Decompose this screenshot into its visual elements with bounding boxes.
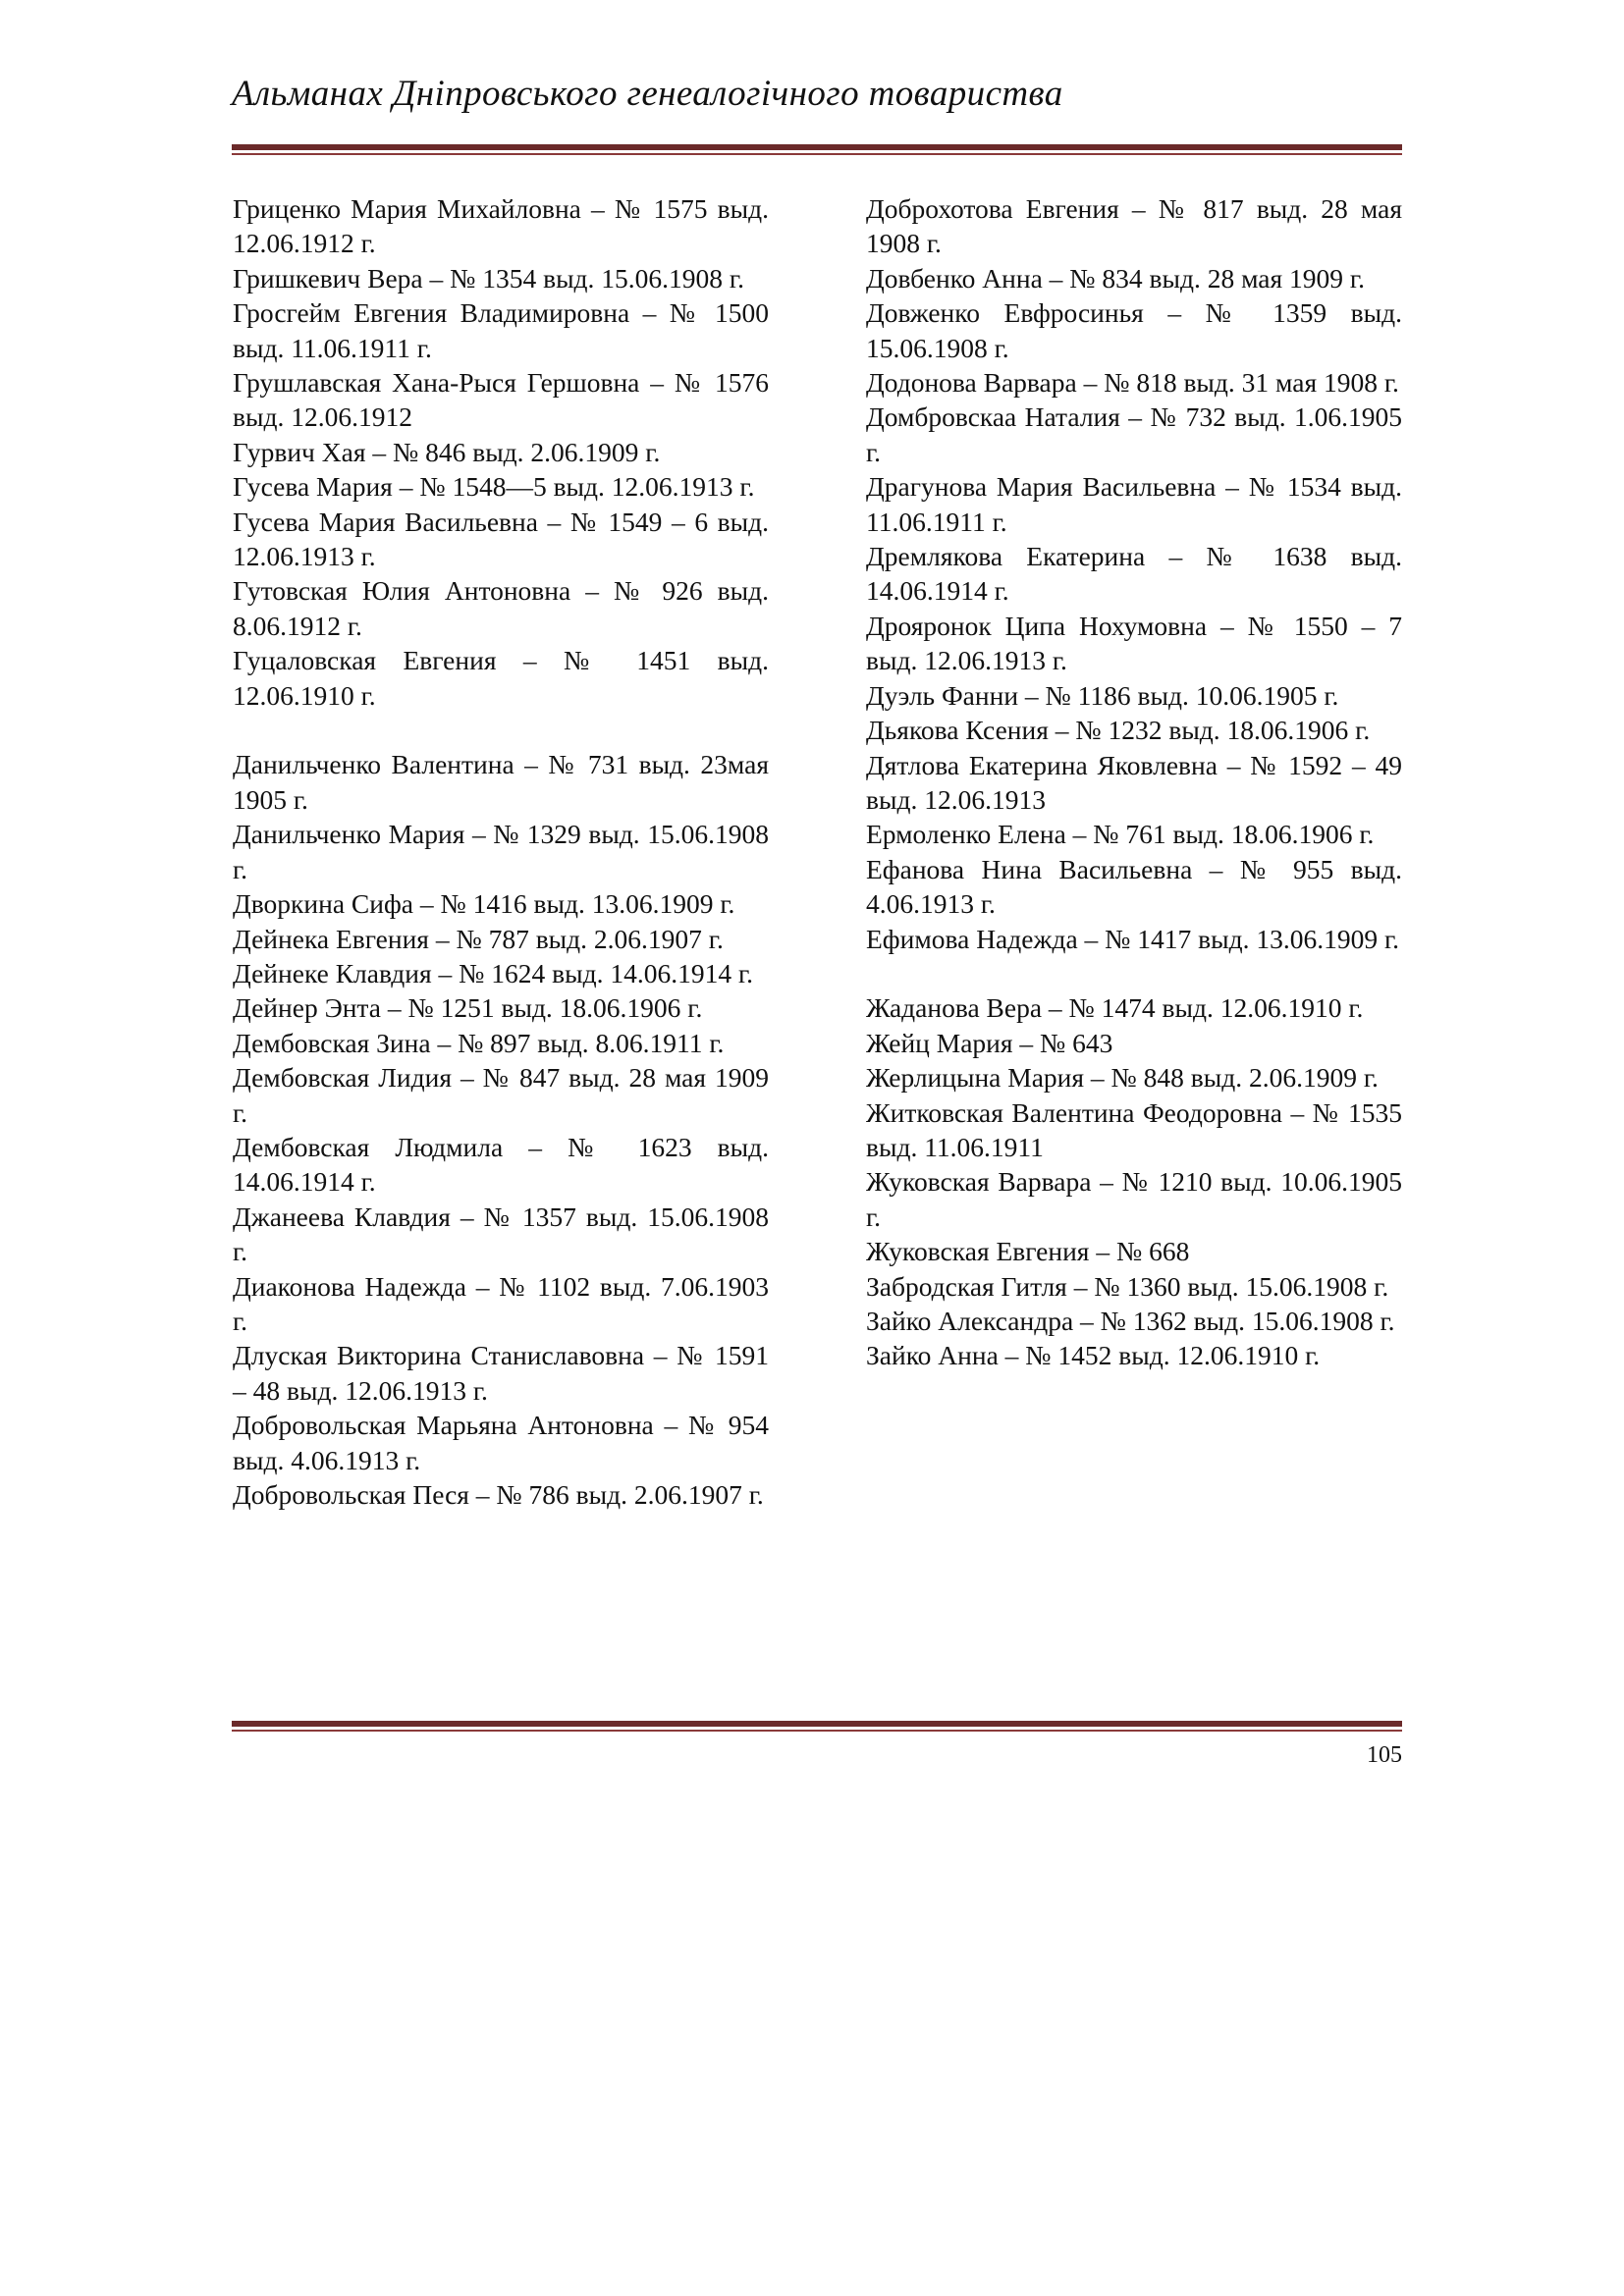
register-entry: Додонова Варвара – № 818 выд. 31 мая 1908 г. xyxy=(866,367,1399,399)
register-entry: Длуская Викторина Станиславовна – № 1591 – 48 выд. 12.06.1913 г. xyxy=(233,1340,769,1406)
register-entry: Гуцаловская Евгения – № 1451 выд. 12.06.1910 г. xyxy=(233,645,769,711)
register-entry: Дембовская Лидия – № 847 выд. 28 мая 1909 г. xyxy=(233,1062,769,1128)
register-entry: Дремлякова Екатерина – № 1638 выд. 14.06.1914 г. xyxy=(866,541,1402,607)
register-entry: Дейнека Евгения – № 787 выд. 2.06.1907 г. xyxy=(233,923,724,954)
register-entry: Довженко Евфросинья – № 1359 выд. 15.06.1908 г. xyxy=(866,297,1402,363)
page-number: 105 xyxy=(1367,1742,1402,1768)
right-column xyxy=(866,191,1402,1373)
register-entry: Данильченко Валентина – № 731 выд. 23мая 1905 г. xyxy=(233,749,769,815)
register-entry: Диаконова Надежда – № 1102 выд. 7.06.1903 г. xyxy=(233,1270,769,1336)
register-entry: Добровольская Песя – № 786 выд. 2.06.1907 г. xyxy=(233,1479,764,1511)
register-entry: Жерлицына Мария – № 848 выд. 2.06.1909 г. xyxy=(866,1062,1379,1094)
register-entry: Ефанова Нина Васильевна – № 955 выд. 4.06.1913 г. xyxy=(866,853,1402,920)
register-entry: Дейнер Энта – № 1251 выд. 18.06.1906 г. xyxy=(233,992,703,1024)
register-entry: Жуковская Варвара – № 1210 выд. 10.06.1905 г. xyxy=(866,1166,1402,1232)
register-entry: Ефимова Надежда – № 1417 выд. 13.06.1909 г. xyxy=(866,923,1400,954)
section-gap xyxy=(866,956,1402,990)
register-entry: Доброхотова Евгения – № 817 выд. 28 мая 1908 г. xyxy=(866,193,1402,259)
register-entry: Дрояронок Ципа Нохумовна – № 1550 – 7 выд. 12.06.1913 г. xyxy=(866,610,1402,676)
header-rule-thin-line xyxy=(232,153,1402,155)
register-entry: Житковская Валентина Феодоровна – № 1535 выд. 11.06.1911 xyxy=(866,1096,1402,1162)
register-entry: Данильченко Мария – № 1329 выд. 15.06.1908 г. xyxy=(233,819,769,884)
register-entry: Дятлова Екатерина Яковлевна – № 1592 – 49 выд. 12.06.1913 xyxy=(866,749,1402,815)
register-entry: Зайко Анна – № 1452 выд. 12.06.1910 г. xyxy=(866,1340,1321,1371)
register-entry: Дембовская Зина – № 897 выд. 8.06.1911 г. xyxy=(233,1027,725,1058)
register-entry: Добровольская Марьяна Антоновна – № 954 выд. 4.06.1913 г. xyxy=(233,1410,769,1475)
left-column xyxy=(233,191,769,1512)
register-entry: Ермоленко Елена – № 761 выд. 18.06.1906 г. xyxy=(866,819,1375,850)
register-entry: Гриценко Мария Михайловна – № 1575 выд. 12.06.1912 г. xyxy=(233,193,769,259)
footer-rule xyxy=(232,1721,1402,1732)
register-entry: Гусева Мария Васильевна – № 1549 – 6 выд. 12.06.1913 г. xyxy=(233,506,769,572)
register-entry: Грушлавская Хана-Рыся Гершовна – № 1576 выд. 12.06.1912 xyxy=(233,367,769,433)
register-entry: Домбровскаа Наталия – № 732 выд. 1.06.1905 г. xyxy=(866,401,1402,467)
register-entry: Зайко Александра – № 1362 выд. 15.06.1908 г. xyxy=(866,1305,1395,1336)
register-entry: Гришкевич Вера – № 1354 выд. 15.06.1908 г. xyxy=(233,262,744,294)
register-entry: Гурвич Хая – № 846 выд. 2.06.1909 г. xyxy=(233,436,661,467)
register-entry: Гросгейм Евгения Владимировна – № 1500 выд. 11.06.1911 г. xyxy=(233,297,769,363)
register-entry: Жаданова Вера – № 1474 выд. 12.06.1910 г. xyxy=(866,992,1364,1024)
register-entry: Забродская Гитля – № 1360 выд. 15.06.1908 г. xyxy=(866,1270,1389,1302)
register-entry: Жуковская Евгения – № 668 xyxy=(866,1236,1190,1267)
header-rule xyxy=(232,144,1402,155)
register-entry: Жейц Мария – № 643 xyxy=(866,1027,1113,1058)
section-gap xyxy=(233,713,769,747)
register-entry: Драгунова Мария Васильевна – № 1534 выд. 11.06.1911 г. xyxy=(866,471,1402,537)
register-entry: Гусева Мария – № 1548—5 выд. 12.06.1913 г. xyxy=(233,471,755,503)
register-entry: Дуэль Фанни – № 1186 выд. 10.06.1905 г. xyxy=(866,679,1339,711)
register-entry: Дворкина Сифа – № 1416 выд. 13.06.1909 г. xyxy=(233,888,735,920)
register-entry: Дембовская Людмила – № 1623 выд. 14.06.1914 г. xyxy=(233,1131,769,1198)
register-entry: Джанеева Клавдия – № 1357 выд. 15.06.1908 г. xyxy=(233,1201,769,1267)
register-entry: Гутовская Юлия Антоновна – № 926 выд. 8.06.1912 г. xyxy=(233,575,769,641)
footer-rule-thin-line xyxy=(232,1730,1402,1732)
register-entry: Дейнеке Клавдия – № 1624 выд. 14.06.1914 г. xyxy=(233,957,753,988)
register-entry: Дьякова Ксения – № 1232 выд. 18.06.1906 г. xyxy=(866,715,1371,746)
register-entry: Довбенко Анна – № 834 выд. 28 мая 1909 г. xyxy=(866,262,1365,294)
running-header-title: Альманах Дніпровського генеалогічного товариства xyxy=(232,74,1063,114)
